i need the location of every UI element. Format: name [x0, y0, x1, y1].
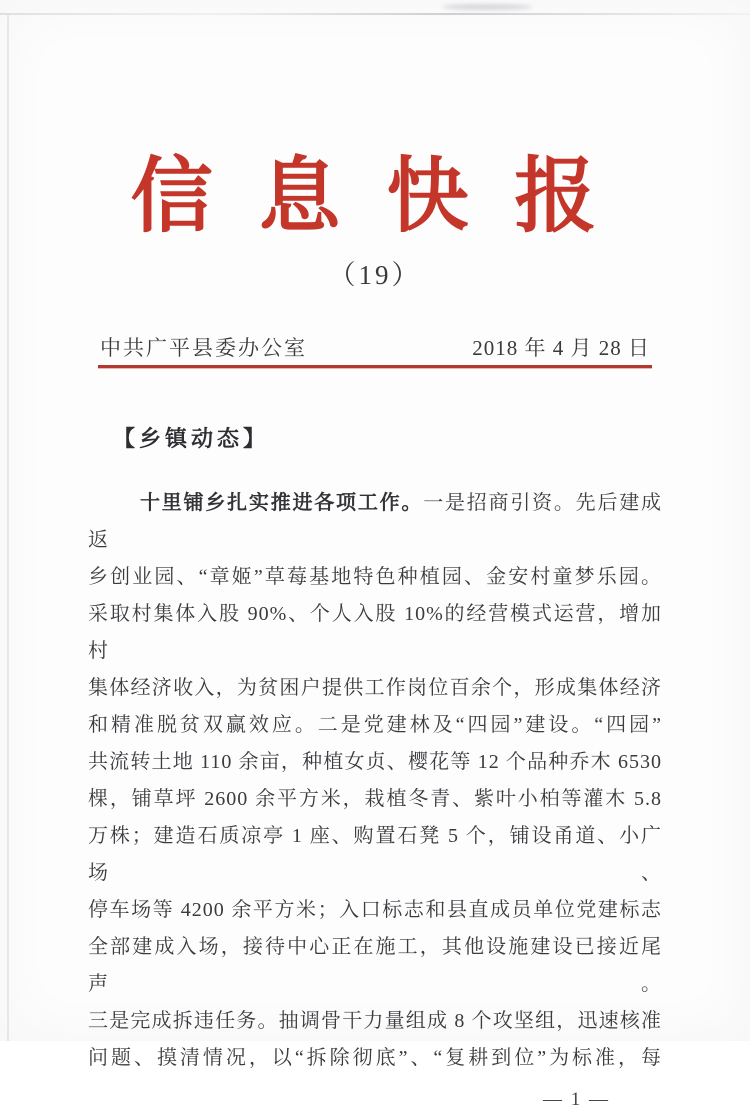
red-divider-line: [98, 365, 652, 368]
body-text-segment: 万株；建造石质凉亭 1 座、购置石凳 5 个，铺设甬道、小广场、: [88, 825, 662, 884]
article-body: [88, 485, 662, 1077]
body-text-segment: 三是完成拆违任务。抽调骨干力量组成 8 个攻坚组，迅速核准: [88, 1010, 662, 1032]
body-text-segment: 集体经济收入，为贫困户提供工作岗位百余个，形成集体经济: [88, 677, 662, 699]
body-text-segment: 乡创业园、“章姬”草莓基地特色种植园、金安村童梦乐园。: [88, 566, 662, 588]
body-text-segment: 棵，铺草坪 2600 余平方米，栽植冬青、紫叶小柏等灌木 5.8: [88, 788, 662, 810]
body-text-segment: 采取村集体入股 90%、个人入股 10%的经营模式运营，增加村: [88, 603, 662, 662]
scan-smudge: [442, 4, 532, 10]
section-heading: 【乡镇动态】: [113, 426, 270, 451]
body-line: [88, 596, 662, 670]
page-number: — 1 —: [543, 1089, 610, 1110]
body-text-segment: 全部建成入场，接待中心正在施工，其他设施建设已接近尾声。: [88, 936, 662, 995]
body-line: [88, 818, 662, 892]
body-line: [88, 670, 662, 707]
body-text-segment: 问题、摸清情况，以“拆除彻底”、“复耕到位”为标准，每: [88, 1047, 662, 1069]
body-line: [88, 485, 662, 559]
issue-date: 2018 年 4 月 28 日: [472, 336, 650, 360]
issue-number: （19）: [328, 260, 422, 290]
body-text-segment: 停车场等 4200 余平方米；入口标志和县直成员单位党建标志: [88, 899, 662, 921]
body-text-segment: 一是招商引资。先后建成返: [88, 492, 663, 551]
body-text-segment: 和精准脱贫双赢效应。二是党建林及“四园”建设。“四园”: [88, 714, 662, 736]
header-row: [100, 335, 650, 361]
body-line: [88, 781, 662, 818]
bulletin-title: 信息快报: [130, 151, 643, 242]
scan-edge-top: [0, 13, 750, 15]
body-line: [88, 892, 662, 929]
body-line: [88, 1040, 662, 1077]
body-line: [88, 707, 662, 744]
body-line: [88, 929, 662, 1003]
issuing-office: 中共广平县委办公室: [100, 336, 307, 360]
body-line: [88, 1003, 662, 1040]
body-line: [88, 744, 662, 781]
body-line: [88, 559, 662, 596]
body-text-segment: 共流转土地 110 余亩，种植女贞、樱花等 12 个品种乔木 6530: [88, 751, 662, 773]
lead-sentence: 十里铺乡扎实推进各项工作。: [140, 492, 424, 514]
